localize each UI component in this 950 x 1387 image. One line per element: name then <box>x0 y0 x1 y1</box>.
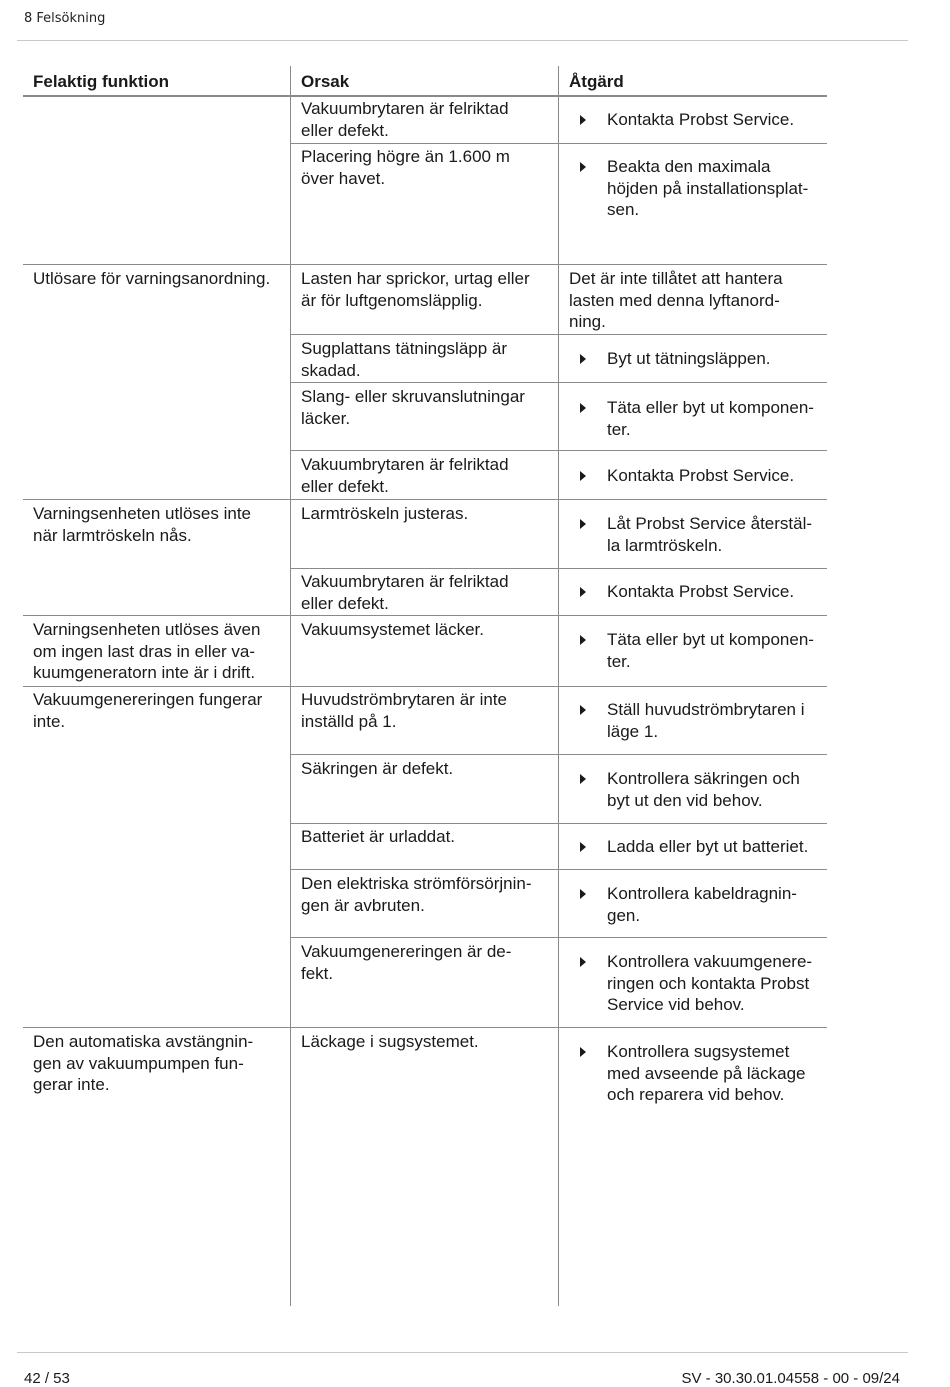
cause-cell: Säkringen är defekt. <box>301 759 454 778</box>
fault-cell: Den automatiska avstängnin- gen av vakuumpumpen fun- gerar inte. <box>33 1032 254 1094</box>
bullet-arrow-icon <box>580 587 586 597</box>
action-item: Kontakta Probst Service. <box>580 581 794 603</box>
bullet-arrow-icon <box>580 1047 586 1057</box>
bullet-arrow-icon <box>580 115 586 125</box>
row-divider <box>23 686 827 687</box>
footer-divider <box>17 1352 908 1353</box>
column-header-action: Åtgärd <box>569 72 624 91</box>
action-item: Ladda eller byt ut batteriet. <box>580 836 808 858</box>
fault-cell: Varningsenheten utlöses även om ingen last dras in eller va- kuumgeneratorn inte är i drift. <box>33 620 261 682</box>
row-divider <box>291 869 827 870</box>
bullet-arrow-icon <box>580 471 586 481</box>
bullet-arrow-icon <box>580 842 586 852</box>
cause-cell: Placering högre än 1.600 m över havet. <box>301 147 510 188</box>
row-divider <box>23 499 827 500</box>
cause-cell: Sugplattans tätningsläpp är skadad. <box>301 339 508 380</box>
cause-cell: Vakuumbrytaren är felriktad eller defekt. <box>301 99 509 140</box>
action-item: Kontrollera kabeldragnin- gen. <box>580 883 797 926</box>
bullet-arrow-icon <box>580 162 586 172</box>
action-item: Byt ut tätningsläppen. <box>580 348 771 370</box>
fault-cell: Varningsenheten utlöses inte när larmtröskeln nås. <box>33 504 252 545</box>
bullet-arrow-icon <box>580 354 586 364</box>
bullet-arrow-icon <box>580 403 586 413</box>
fault-cell: Vakuumgenereringen fungerar inte. <box>33 690 263 731</box>
header-divider <box>17 40 908 41</box>
bullet-arrow-icon <box>580 889 586 899</box>
action-note: Det är inte tillåtet att hantera lasten med denna lyftanord- ning. <box>569 269 783 331</box>
cause-cell: Huvudströmbrytaren är inte inställd på 1. <box>301 690 507 731</box>
cause-cell: Slang- eller skruvanslutningar läcker. <box>301 387 525 428</box>
row-divider <box>23 615 827 616</box>
column-header-fault: Felaktig funktion <box>33 72 169 91</box>
section-header: 8 Felsökning <box>24 11 106 26</box>
row-divider <box>23 264 827 265</box>
row-divider <box>291 937 827 938</box>
row-divider <box>23 1027 827 1028</box>
row-divider <box>291 754 827 755</box>
fault-cell: Utlösare för varningsanordning. <box>33 269 271 288</box>
row-divider <box>291 823 827 824</box>
column-header-cause: Orsak <box>301 72 350 91</box>
action-item: Kontakta Probst Service. <box>580 465 794 487</box>
row-divider <box>291 568 827 569</box>
action-item: Kontakta Probst Service. <box>580 109 794 131</box>
action-item: Beakta den maximala höjden på installationsplat- sen. <box>580 156 808 221</box>
action-item: Kontrollera vakuumgenere- ringen och kontakta Probst Service vid behov. <box>580 951 812 1016</box>
bullet-arrow-icon <box>580 774 586 784</box>
cause-cell: Den elektriska strömförsörjnin- gen är avbruten. <box>301 874 532 915</box>
bullet-arrow-icon <box>580 705 586 715</box>
row-divider <box>291 450 827 451</box>
row-divider <box>291 334 827 335</box>
cause-cell: Läckage i sugsystemet. <box>301 1032 479 1051</box>
action-item: Låt Probst Service återstäl- la larmtröskeln. <box>580 513 812 556</box>
bullet-arrow-icon <box>580 519 586 529</box>
row-divider <box>291 382 827 383</box>
row-divider <box>291 143 827 144</box>
cause-cell: Lasten har sprickor, urtag eller är för luftgenomsläpplig. <box>301 269 530 310</box>
page-number: 42 / 53 <box>24 1370 70 1387</box>
cause-cell: Vakuumbrytaren är felriktad eller defekt. <box>301 572 509 613</box>
cause-cell: Vakuumsystemet läcker. <box>301 620 484 639</box>
action-item: Kontrollera sugsystemet med avseende på läckage och reparera vid behov. <box>580 1041 805 1106</box>
cause-cell: Batteriet är urladdat. <box>301 827 456 846</box>
action-item: Ställ huvudströmbrytaren i läge 1. <box>580 699 804 742</box>
document-reference: SV - 30.30.01.04558 - 00 - 09/24 <box>681 1370 900 1387</box>
cause-cell: Vakuumbrytaren är felriktad eller defekt. <box>301 455 509 496</box>
action-item: Kontrollera säkringen och byt ut den vid behov. <box>580 768 800 811</box>
bullet-arrow-icon <box>580 957 586 967</box>
bullet-arrow-icon <box>580 635 586 645</box>
table-header-rule <box>23 95 827 97</box>
cause-cell: Vakuumgenereringen är de- fekt. <box>301 942 512 983</box>
cause-cell: Larmtröskeln justeras. <box>301 504 469 523</box>
action-item: Täta eller byt ut komponen- ter. <box>580 397 814 440</box>
action-item: Täta eller byt ut komponen- ter. <box>580 629 814 672</box>
